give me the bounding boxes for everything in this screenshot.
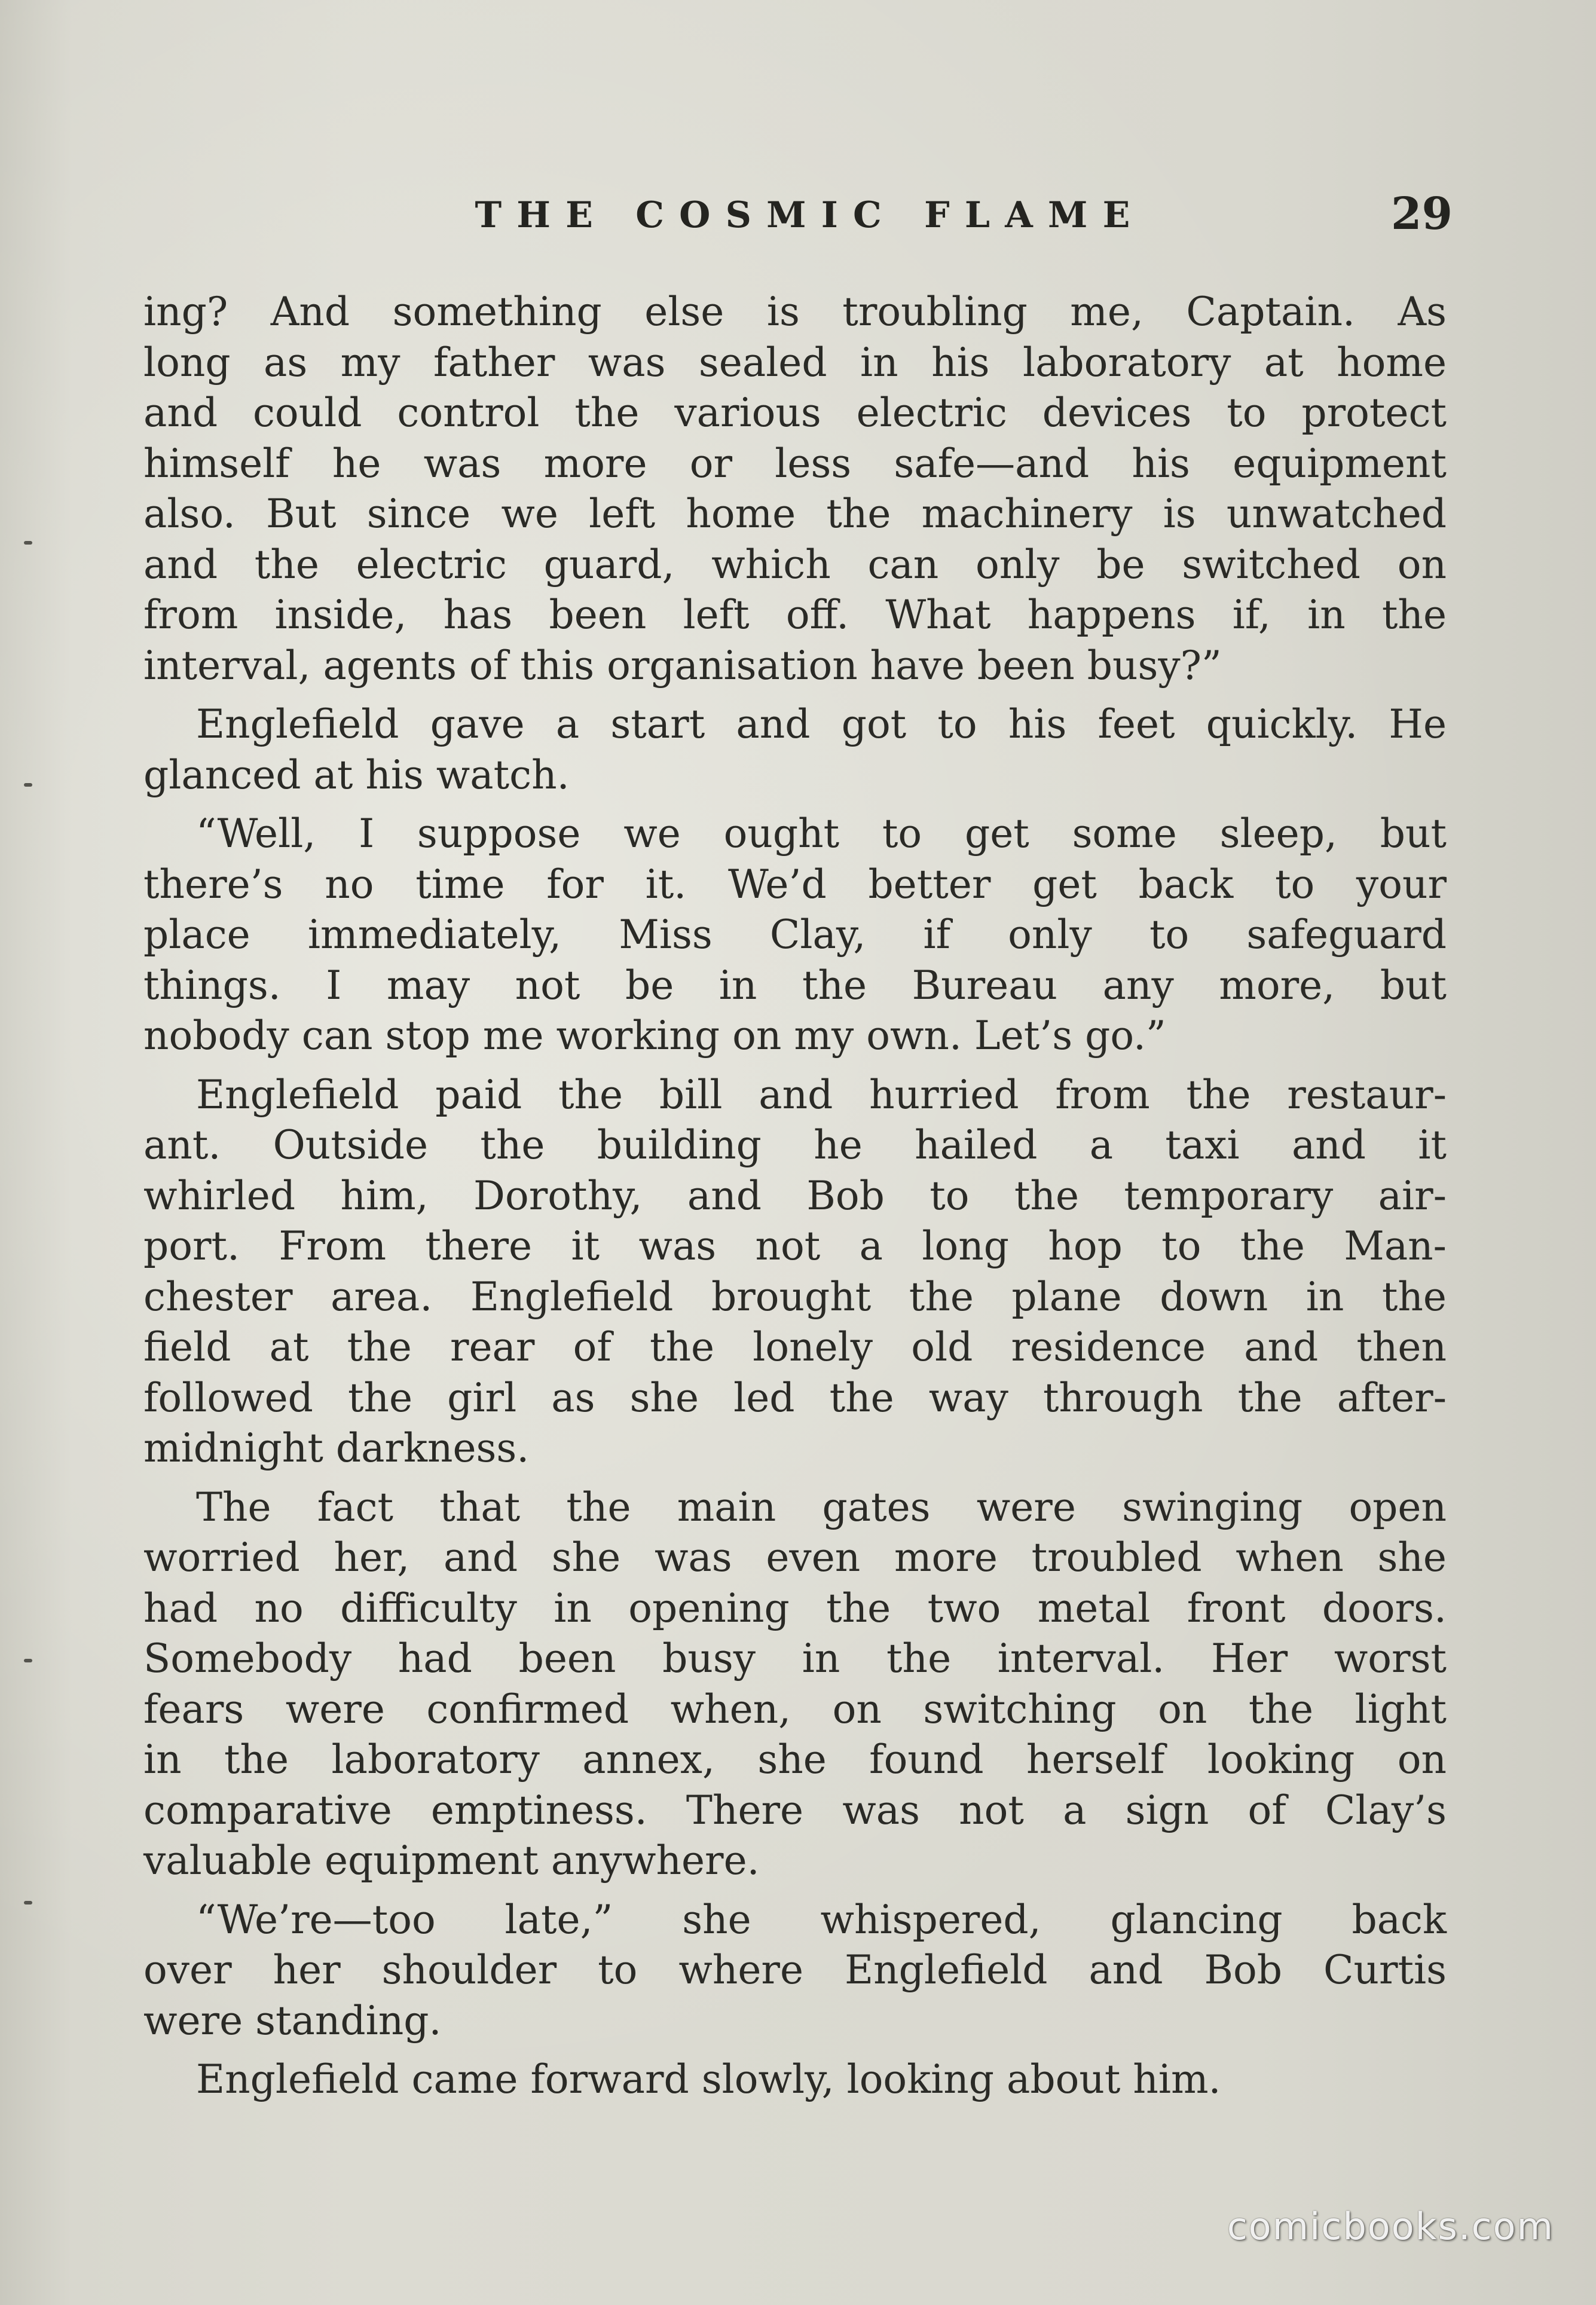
text-line: Englefield paid the bill and hurried from the restaur- [196,1071,1447,1118]
text-line: himself he was more or less safe—and his equipment [143,440,1447,487]
text-line: Englefield came forward slowly, looking about him. [196,2056,1221,2102]
paragraph [143,1895,1447,2047]
paragraph [143,699,1447,800]
paragraph [143,1070,1447,1474]
text-line: things. I may not be in the Bureau any more, but [143,962,1447,1008]
text-line: glanced at his watch. [143,751,570,798]
text-line: comparative emptiness. There was not a sign of Clay’s [143,1787,1447,1833]
text-line: chester area. Englefield brought the plane down in the [143,1273,1447,1320]
text-line: nobody can stop me working on my own. Let’s go.” [143,1013,1166,1059]
text-line: had no difficulty in opening the two metal front doors. [143,1585,1447,1631]
margin-speck [24,1659,32,1662]
text-line: in the laboratory annex, she found herself looking on [143,1737,1447,1783]
text-line: port. From there it was not a long hop to the Man- [143,1223,1447,1269]
text-line: and the electric guard, which can only be switched on [143,541,1447,588]
text-line: valuable equipment anywhere. [143,1838,760,1884]
text-line: “We’re—too late,” she whispered, glancing back [196,1896,1447,1943]
text-line: “Well, I suppose we ought to get some sleep, but [196,811,1447,857]
text-line: whirled him, Dorothy, and Bob to the temporary air- [143,1172,1447,1219]
page-number: 29 [1391,188,1453,240]
text-line: and could control the various electric devices to protect [143,390,1447,436]
text-line: over her shoulder to where Englefield and Bob Curtis [143,1947,1447,1993]
paragraph [143,287,1447,691]
body-text [143,287,1447,2114]
margin-speck [24,1901,32,1904]
text-line: from inside, has been left off. What happens if, in the [143,592,1447,638]
text-line: were standing. [143,1997,442,2044]
running-title: THE COSMIC FLAME [475,194,1145,236]
text-line: there’s no time for it. We’d better get back to your [143,861,1447,907]
text-line: interval, agents of this organisation have been busy?” [143,642,1222,689]
text-line: long as my father was sealed in his laboratory at home [143,339,1447,386]
text-line: followed the girl as she led the way through the after- [143,1374,1447,1421]
margin-speck [24,783,32,787]
text-line: place immediately, Miss Clay, if only to safeguard [143,912,1447,958]
text-line: midnight darkness. [143,1425,530,1471]
text-line: also. But since we left home the machinery is unwatched [143,491,1447,537]
text-line: Somebody had been busy in the interval. Her worst [143,1635,1447,1682]
text-line: field at the rear of the lonely old residence and then [143,1324,1447,1370]
text-line: fears were confirmed when, on switching on the light [143,1686,1447,1732]
text-line: ant. Outside the building he hailed a taxi and it [143,1122,1447,1168]
text-line: ing? And something else is troubling me, Captain. As [143,289,1447,335]
running-head [143,188,1453,260]
text-line: Englefield gave a start and got to his feet quickly. He [196,701,1447,747]
paragraph [143,809,1447,1062]
text-line: worried her, and she was even more troubled when she [143,1534,1447,1581]
margin-speck [24,541,32,545]
site-watermark: comicbooks.com [1227,2205,1554,2248]
text-line: The fact that the main gates were swinging open [196,1484,1447,1530]
paragraph [143,2055,1447,2105]
paragraph [143,1482,1447,1887]
